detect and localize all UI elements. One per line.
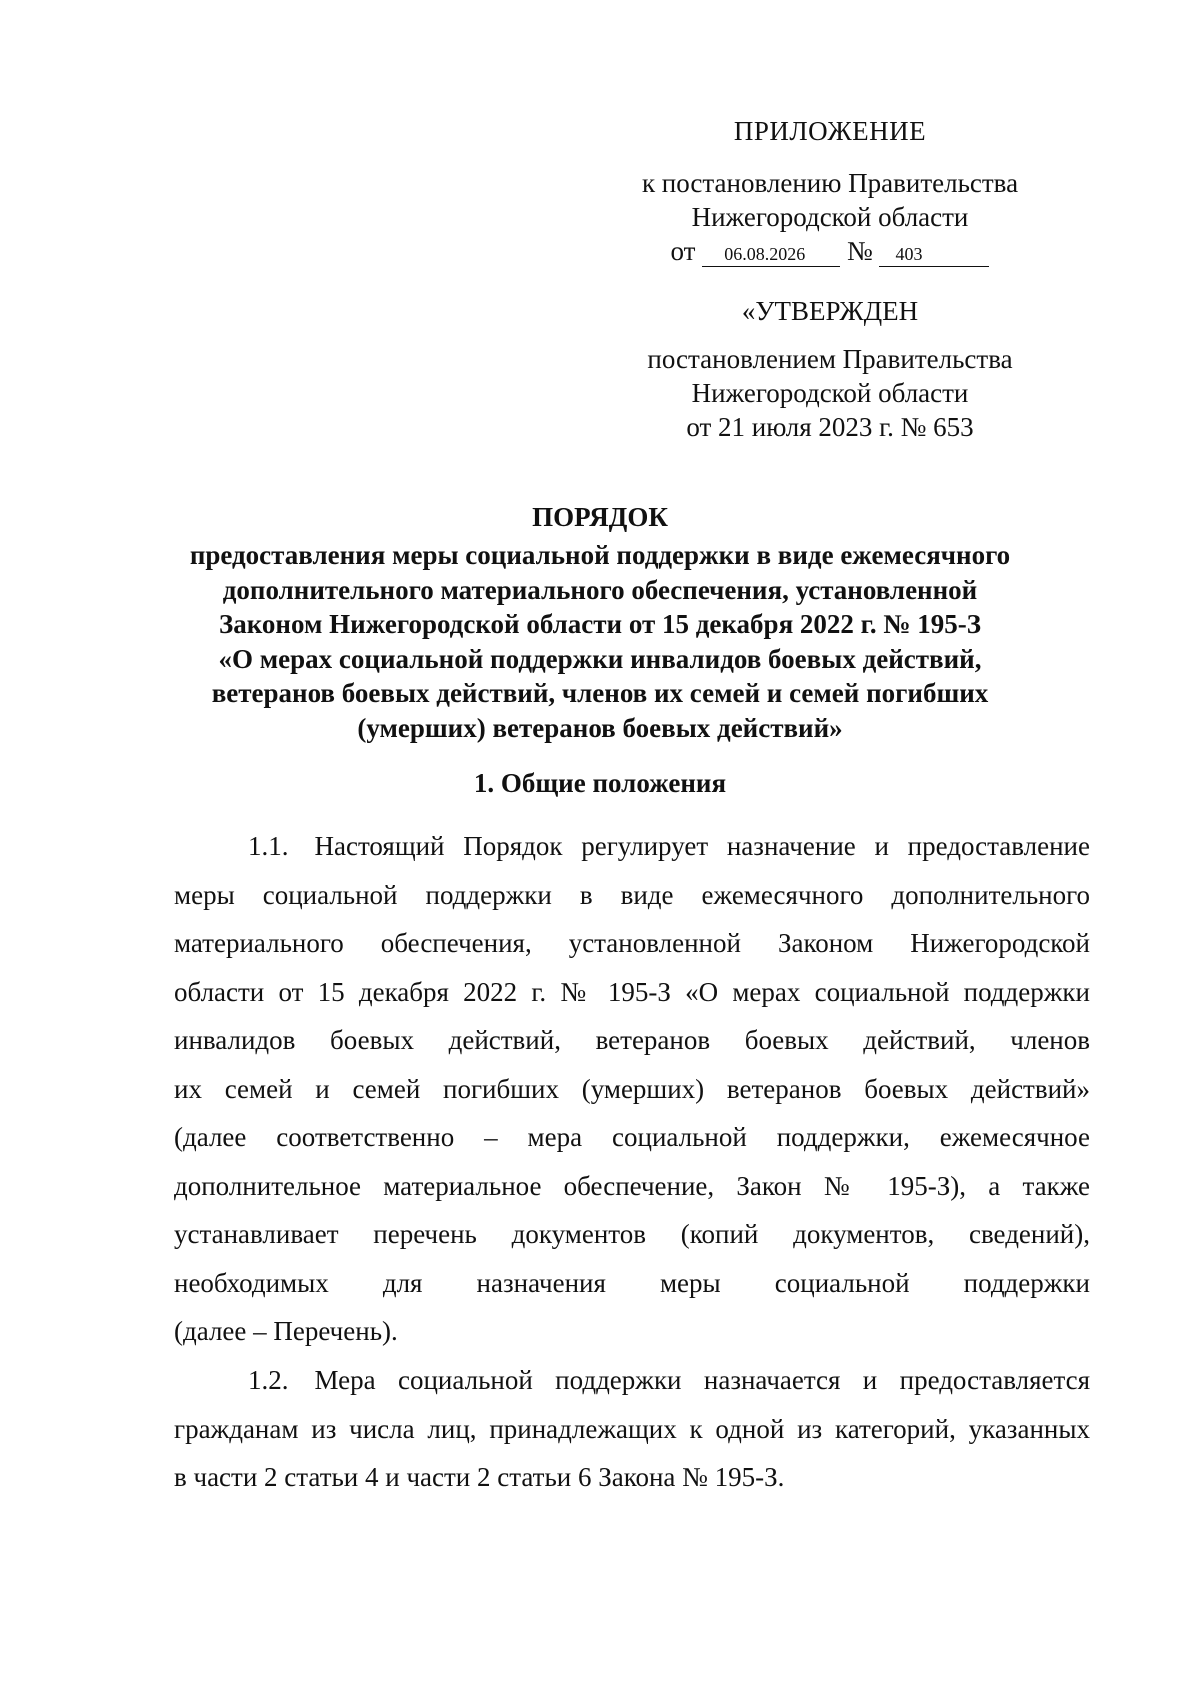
paragraph-line: 1.2. Мера социальной поддержки назначается и предоставляется bbox=[248, 1365, 1090, 1395]
subtitle-line: «О мерах социальной поддержки инвалидов боевых действий, bbox=[218, 643, 982, 674]
section-heading: 1. Общие положения bbox=[473, 768, 727, 798]
appendix-to-line-2: Нижегородской области bbox=[691, 202, 969, 232]
approved-line-1: постановлением Правительства bbox=[647, 344, 1013, 374]
subtitle-line: ветеранов боевых действий, членов их семей и семей погибших bbox=[211, 678, 989, 708]
appendix-date-number-row bbox=[610, 234, 1050, 268]
approved-title bbox=[610, 294, 1050, 328]
resolution-date: 06.08.2026 bbox=[702, 242, 840, 267]
paragraph-line: их семей и семей погибших (умерших) ветеранов боевых действий» bbox=[174, 1073, 1090, 1104]
from-label: от bbox=[670, 236, 696, 266]
subtitle-line: дополнительного материального обеспечения, установленной bbox=[222, 574, 978, 605]
paragraph-number: 1.1. bbox=[248, 831, 289, 861]
paragraph-line: меры социальной поддержки в виде ежемесячного дополнительного bbox=[174, 879, 1090, 910]
number-label: № bbox=[846, 236, 873, 266]
approved-line-2: Нижегородской области bbox=[691, 378, 969, 408]
paragraph-line: в части 2 статьи 4 и части 2 статьи 6 Закона № 195-З. bbox=[174, 1462, 785, 1492]
paragraph-line: материального обеспечения, установленной Законом Нижегородской bbox=[174, 928, 1090, 958]
subtitle-line: (умерших) ветеранов боевых действий» bbox=[357, 712, 843, 743]
paragraph-line: области от 15 декабря 2022 г. № 195-З «О мерах социальной поддержки bbox=[174, 976, 1090, 1007]
paragraph-line: инвалидов боевых действий, ветеранов боевых действий, членов bbox=[174, 1025, 1090, 1055]
approved-reference bbox=[610, 342, 1050, 444]
resolution-number: 403 bbox=[879, 242, 989, 267]
approved-title-text: «УТВЕРЖДЕН bbox=[741, 296, 919, 326]
paragraph-line: устанавливает перечень документов (копий документов, сведений), bbox=[174, 1219, 1090, 1249]
subtitle-line: Законом Нижегородской области от 15 декабря 2022 г. № 195-З bbox=[218, 609, 982, 639]
paragraph-number: 1.2. bbox=[248, 1365, 289, 1395]
paragraph-1-1 bbox=[174, 822, 1090, 1356]
paragraph-line: необходимых для назначения меры социальной поддержки bbox=[174, 1267, 1090, 1298]
appendix-title bbox=[610, 114, 1050, 148]
subtitle-line: предоставления меры социальной поддержки в виде ежемесячного bbox=[189, 540, 1011, 570]
approved-line-3: от 21 июля 2023 г. № 653 bbox=[686, 412, 974, 442]
appendix-reference bbox=[610, 166, 1050, 268]
document-title: ПОРЯДОК bbox=[532, 502, 668, 532]
paragraph-line: (далее соответственно – мера социальной поддержки, ежемесячное bbox=[174, 1122, 1090, 1152]
appendix-title-text: ПРИЛОЖЕНИЕ bbox=[733, 116, 927, 146]
paragraph-line: 1.1. Настоящий Порядок регулирует назначение и предоставление bbox=[248, 831, 1090, 861]
paragraph-line: дополнительное материальное обеспечение, Закон № 195-З), а также bbox=[174, 1170, 1090, 1201]
document-subtitle bbox=[150, 538, 1050, 745]
paragraph-1-2 bbox=[174, 1356, 1090, 1502]
paragraph-line: гражданам из числа лиц, принадлежащих к одной из категорий, указанных bbox=[174, 1413, 1090, 1444]
appendix-to-line-1: к постановлению Правительства bbox=[641, 168, 1019, 198]
paragraph-line: (далее – Перечень). bbox=[174, 1316, 398, 1346]
